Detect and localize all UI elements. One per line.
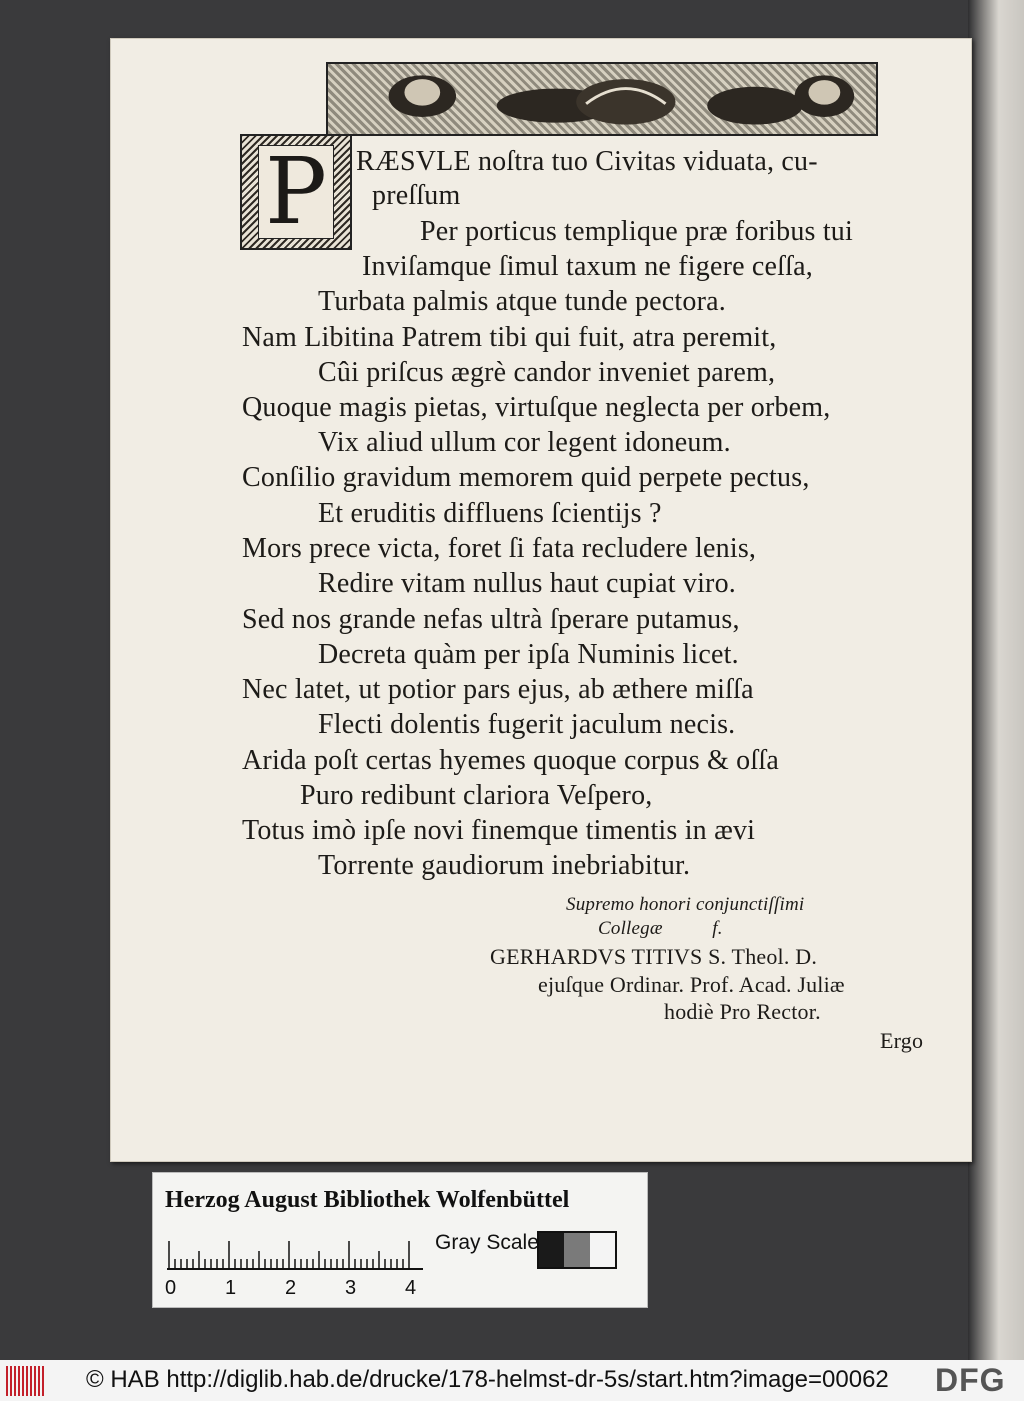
gray-swatch	[590, 1233, 615, 1267]
poem-line: Sed nos grande nefas ultrà ſperare putamus,	[242, 604, 740, 635]
dedication-line: Collegæ f.	[598, 918, 723, 939]
footer-bar	[0, 1360, 1024, 1401]
poem-line: Nec latet, ut potior pars ejus, ab æthere miſſa	[242, 674, 754, 705]
poem-line: Per porticus templique præ foribus tui	[420, 216, 853, 247]
author-title: ejuſque Ordinar. Prof. Acad. Juliæ	[538, 972, 845, 997]
poem-line: preſſum	[372, 180, 461, 211]
ruler-number: 4	[405, 1277, 417, 1299]
gray-scale-label: Gray Scale	[435, 1231, 539, 1254]
poem-line: Cûi priſcus ægrè candor inveniet parem,	[318, 357, 776, 388]
poem-line: Quoque magis pietas, virtuſque neglecta per orbem,	[242, 392, 831, 423]
poem-line: Nam Libitina Patrem tibi qui fuit, atra peremit,	[242, 322, 777, 353]
library-scale-card	[152, 1172, 648, 1308]
book-page	[110, 38, 972, 1162]
source-url[interactable]: © HAB http://diglib.hab.de/drucke/178-helmst-dr-5s/start.htm?image=00062	[86, 1366, 889, 1393]
poem-line: RÆSVLE noſtra tuo Civitas viduata, cu-	[356, 146, 818, 177]
poem-line: Redire vitam nullus haut cupiat viro.	[318, 568, 736, 599]
poem-line: Puro redibunt clariora Veſpero,	[300, 780, 653, 811]
ruler-number: 3	[345, 1277, 357, 1299]
adjacent-page-edge	[968, 0, 1024, 1360]
author-name: GERHARDVS TITIVS S. Theol. D.	[490, 944, 818, 969]
gray-scale-swatches	[537, 1231, 617, 1269]
dfg-logo: DFG	[935, 1362, 1006, 1398]
decorative-headpiece	[326, 62, 878, 136]
poem-line: Turbata palmis atque tunde pectora.	[318, 286, 726, 317]
dedication-line: Supremo honori conjunctiſſimi	[566, 894, 805, 915]
poem-line: Inviſamque ſimul taxum ne figere ceſſa,	[362, 251, 813, 282]
library-name: Herzog August Bibliothek Wolfenbüttel	[165, 1187, 570, 1213]
gray-swatch	[564, 1233, 589, 1267]
poem-line: Arida poſt certas hyemes quoque corpus & oſſa	[242, 745, 779, 776]
poem-line: Decreta quàm per ipſa Numinis licet.	[318, 639, 739, 670]
poem-line: Torrente gaudiorum inebriabitur.	[318, 850, 691, 881]
initial-letter-glyph: P	[258, 145, 334, 239]
author-title: hodiè Pro Rector.	[664, 999, 821, 1024]
gray-swatch	[539, 1233, 564, 1267]
poem-line: Conſilio gravidum memorem quid perpete pectus,	[242, 462, 810, 493]
ruler-number: 2	[285, 1277, 297, 1299]
ruler-scale	[167, 1231, 423, 1271]
catchword: Ergo	[880, 1028, 924, 1053]
poem-line: Et eruditis diffluens ſcientijs ?	[318, 498, 662, 529]
ruler-number: 1	[225, 1277, 237, 1299]
decorated-initial-letter	[240, 134, 352, 250]
poem-line: Mors prece victa, foret ſi fata recludere lenis,	[242, 533, 757, 564]
barcode-icon	[6, 1366, 44, 1396]
poem-line: Totus imò ipſe novi finemque timentis in ævi	[242, 815, 756, 846]
poem-line: Vix aliud ullum cor legent idoneum.	[318, 427, 731, 458]
ruler-number: 0	[165, 1277, 177, 1299]
poem-line: Flecti dolentis fugerit jaculum necis.	[318, 709, 736, 740]
